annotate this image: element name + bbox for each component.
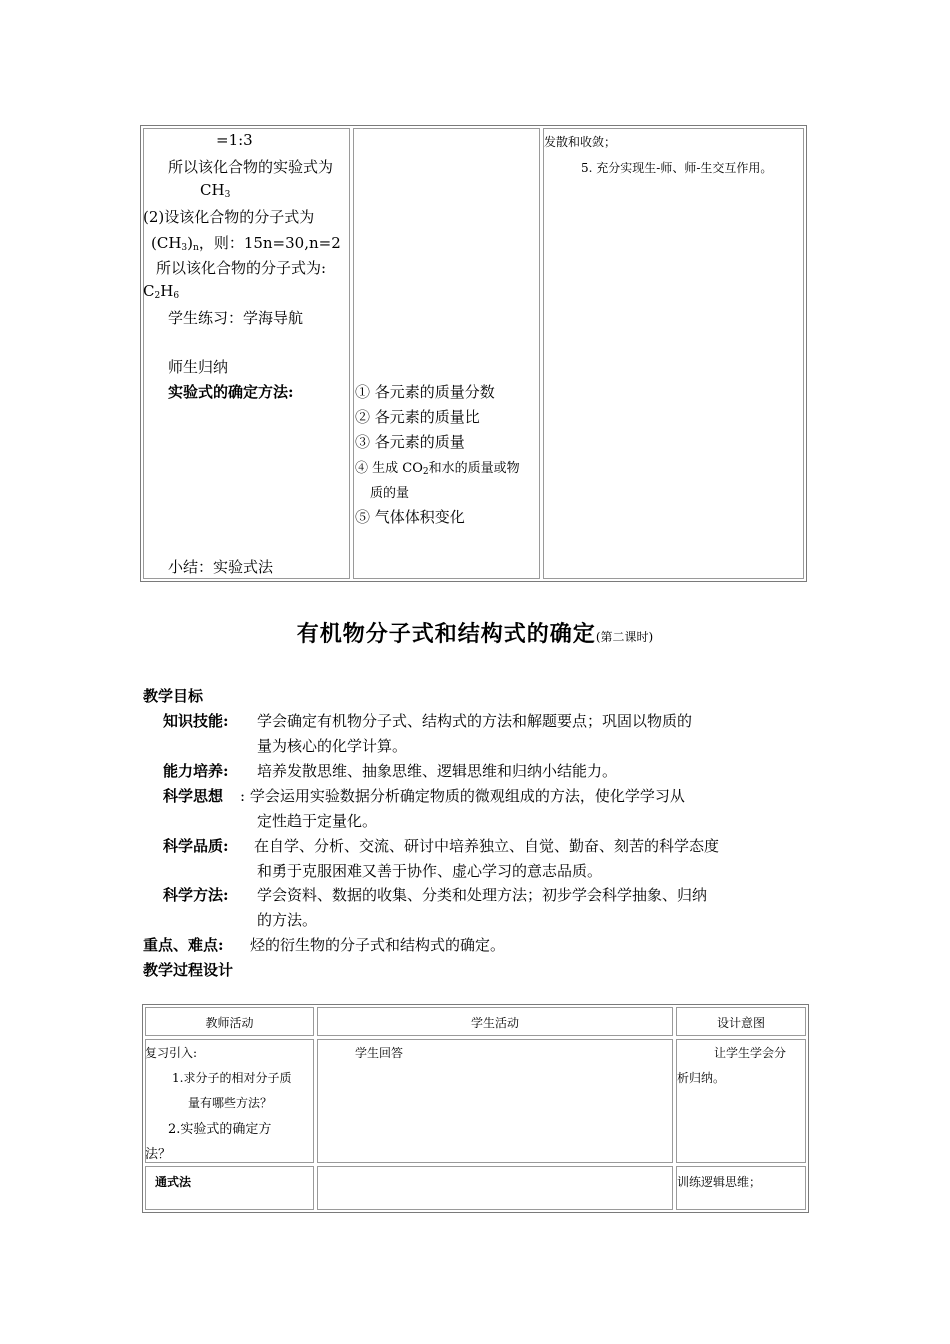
goals-heading: 教学目标 [143,687,204,705]
goal-thinking-text-cont: 定性趋于定量化。 [257,812,378,830]
goal-thinking-label: 科学思想 [163,787,224,805]
method-item-4: ④ 生成 $CO_2$和水的质量或物 [355,461,520,477]
process-heading: 教学过程设计 [143,961,234,979]
ratio-text: =1:3 [216,131,253,149]
goal-quality-text: 在自学、分析、交流、研讨中培养独立、自觉、勤奋、刻苦的科学态度 [254,837,720,855]
intent-text-1: 发散和收敛； [544,135,617,149]
student-answer: 学生回答 [355,1046,404,1060]
review-question-1: 1.求分子的相对分子质 [172,1071,292,1085]
goal-method-text-cont: 的方法。 [257,911,318,929]
key-points-label: 重点、难点: [143,936,224,954]
student-practice: 学生练习：学海导航 [168,309,304,327]
goal-thinking-text: : 学会运用实验数据分析确定物质的微观组成的方法，使化学学习从 [240,787,685,805]
molecular-equation: $(CH_3)_n$，则：15n=30,n=2 [151,234,341,253]
general-formula-method: 通式法 [155,1175,192,1189]
method-item-4-cont: 质的量 [370,486,410,501]
goal-quality-label: 科学品质: [163,837,229,855]
intent-row1-text: 让学生学会分 [714,1046,787,1060]
lesson-title [0,617,950,648]
formula-ch3: $CH_3$ [200,181,231,200]
key-points-text: 烃的衍生物的分子式和结构式的确定。 [250,936,506,954]
goal-ability-label: 能力培养: [163,762,229,780]
formula-c2h6: $C_2H_6$ [143,282,180,301]
table-cell-teacher [143,128,350,579]
summary-text: 小结：实验式法 [168,558,274,576]
title-sub: (第二课时) [595,630,654,644]
row2-cell-student [317,1166,673,1210]
goal-knowledge-label: 知识技能: [163,712,229,730]
goal-method-text: 学会资料、数据的收集、分类和处理方法；初步学会科学抽象、归纳 [257,886,708,904]
method-heading: 实验式的确定方法: [168,383,294,401]
molecular-assumption: (2)设该化合物的分子式为 [143,208,315,226]
goal-quality-text-cont: 和勇于克服困难又善于协作、虚心学习的意志品质。 [257,862,603,880]
intent-text-2: 5. 充分实现生-师、师-生交互作用。 [581,161,773,175]
column-header-intent: 设计意图 [716,1016,765,1030]
title-main: 有机物分子式和结构式的确定 [296,621,596,647]
review-intro: 复习引入: [145,1046,198,1060]
goal-knowledge-text-cont: 量为核心的化学计算。 [257,737,408,755]
method-item-2: ② 各元素的质量比 [355,408,480,426]
table-cell-intent [543,128,804,579]
review-question-1-cont: 量有哪些方法？ [188,1096,273,1110]
column-header-teacher: 教师活动 [205,1016,254,1030]
intent-row1-text-cont: 析归纳。 [677,1071,726,1085]
goal-method-label: 科学方法: [163,886,229,904]
review-question-2-cont: 法？ [145,1147,172,1162]
summary-intro: 师生归纳 [168,358,229,376]
method-item-3: ③ 各元素的质量 [355,433,465,451]
review-question-2: 2.实验式的确定方 [168,1122,272,1137]
column-header-student: 学生活动 [470,1016,519,1030]
goal-knowledge-text: 学会确定有机物分子式、结构式的方法和解题要点；巩固以物质的 [257,712,693,730]
goal-ability-text: 培养发散思维、抽象思维、逻辑思维和归纳小结能力。 [257,762,618,780]
method-item-1: ① 各元素的质量分数 [355,383,495,401]
empirical-conclusion: 所以该化合物的实验式为 [168,158,334,176]
molecular-conclusion: 所以该化合物的分子式为: [156,259,327,277]
method-item-5: ⑤ 气体体积变化 [355,508,465,526]
intent-row2-text: 训练逻辑思维； [677,1175,762,1189]
